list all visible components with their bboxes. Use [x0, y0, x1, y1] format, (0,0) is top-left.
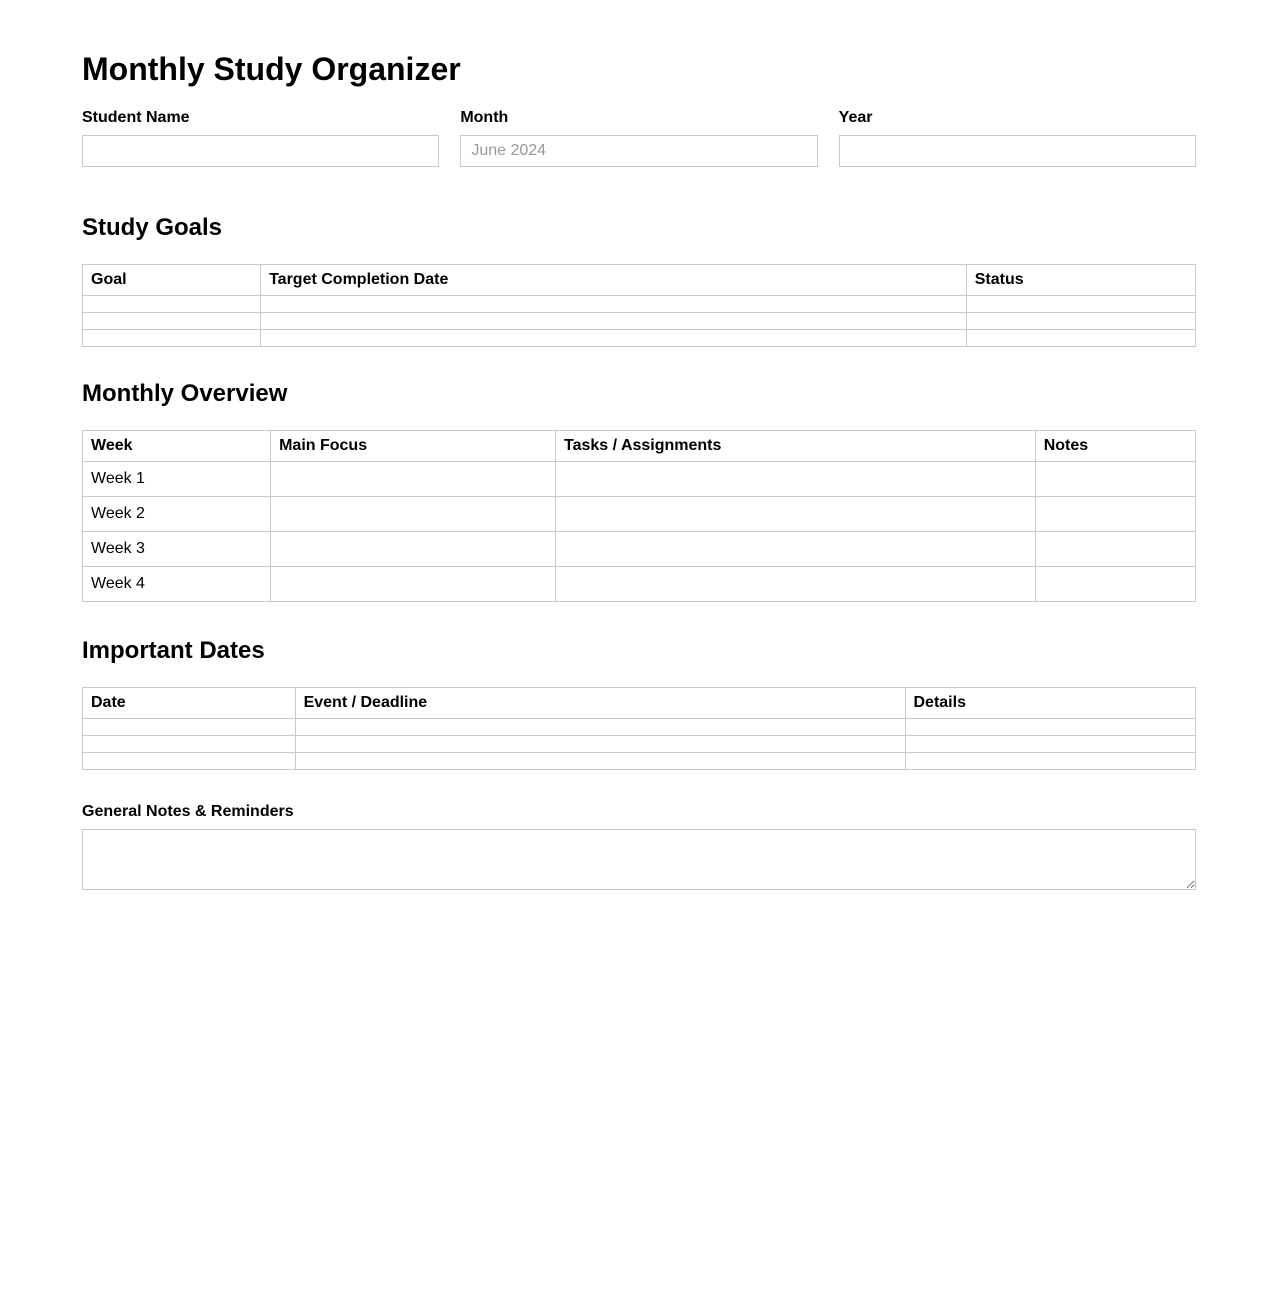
table-cell	[83, 296, 261, 313]
column-header-notes: Notes	[1035, 431, 1195, 462]
table-row	[83, 296, 1196, 313]
month-label: Month	[460, 109, 509, 126]
table-cell	[1035, 462, 1195, 497]
important-dates-table	[82, 687, 1196, 770]
table-cell	[295, 719, 905, 736]
table-cell	[261, 313, 967, 330]
table-cell	[556, 567, 1036, 602]
monthly-overview-table	[82, 430, 1196, 602]
table-cell	[905, 719, 1196, 736]
month-input[interactable]	[460, 135, 817, 167]
study-goals-table	[82, 264, 1196, 347]
table-cell	[83, 753, 296, 770]
table-cell	[271, 497, 556, 532]
table-cell	[905, 736, 1196, 753]
table-cell	[966, 296, 1195, 313]
table-cell	[295, 736, 905, 753]
page	[82, 0, 1196, 1295]
column-header-tasks-assignments: Tasks / Assignments	[556, 431, 1036, 462]
study-goals-header-row	[83, 265, 1196, 296]
table-cell	[83, 313, 261, 330]
column-header-date: Date	[83, 688, 296, 719]
table-row	[83, 736, 1196, 753]
table-cell	[1035, 532, 1195, 567]
week-label-cell: Week 4	[83, 567, 271, 602]
table-cell	[556, 462, 1036, 497]
student-name-input[interactable]	[82, 135, 439, 167]
table-row	[83, 753, 1196, 770]
column-header-event-deadline: Event / Deadline	[295, 688, 905, 719]
table-cell	[295, 753, 905, 770]
field-month	[460, 109, 817, 167]
column-header-week: Week	[83, 431, 271, 462]
monthly-overview-heading: Monthly Overview	[82, 380, 288, 407]
table-cell	[556, 532, 1036, 567]
table-cell	[271, 567, 556, 602]
table-row-week-3	[83, 532, 1196, 567]
table-cell	[271, 532, 556, 567]
table-row-week-2	[83, 497, 1196, 532]
study-goals-heading: Study Goals	[82, 214, 223, 241]
table-row-week-1	[83, 462, 1196, 497]
page-title: Monthly Study Organizer	[82, 51, 461, 87]
table-cell	[83, 719, 296, 736]
week-label-cell: Week 2	[83, 497, 271, 532]
monthly-overview-header-row	[83, 431, 1196, 462]
table-cell	[83, 736, 296, 753]
general-notes-label: General Notes & Reminders	[82, 803, 294, 820]
field-student-name	[82, 109, 439, 167]
student-name-label: Student Name	[82, 109, 190, 126]
table-cell	[966, 330, 1195, 347]
column-header-details: Details	[905, 688, 1196, 719]
year-label: Year	[838, 109, 873, 126]
table-cell	[905, 753, 1196, 770]
column-header-status: Status	[966, 265, 1195, 296]
table-cell	[556, 497, 1036, 532]
important-dates-header-row	[83, 688, 1196, 719]
general-notes-textarea[interactable]	[82, 829, 1196, 890]
table-cell	[966, 313, 1195, 330]
week-label-cell: Week 3	[83, 532, 271, 567]
table-row	[83, 719, 1196, 736]
year-input[interactable]	[839, 135, 1196, 167]
column-header-goal: Goal	[83, 265, 261, 296]
table-row-week-4	[83, 567, 1196, 602]
important-dates-heading: Important Dates	[82, 637, 265, 664]
table-cell	[83, 330, 261, 347]
table-cell	[271, 462, 556, 497]
week-label-cell: Week 1	[83, 462, 271, 497]
table-cell	[261, 296, 967, 313]
column-header-target-completion-date: Target Completion Date	[261, 265, 967, 296]
table-row	[83, 313, 1196, 330]
column-header-main-focus: Main Focus	[271, 431, 556, 462]
table-cell	[1035, 567, 1195, 602]
header-form-row	[82, 109, 1196, 167]
field-year	[839, 109, 1196, 167]
table-row	[83, 330, 1196, 347]
table-cell	[261, 330, 967, 347]
table-cell	[1035, 497, 1195, 532]
